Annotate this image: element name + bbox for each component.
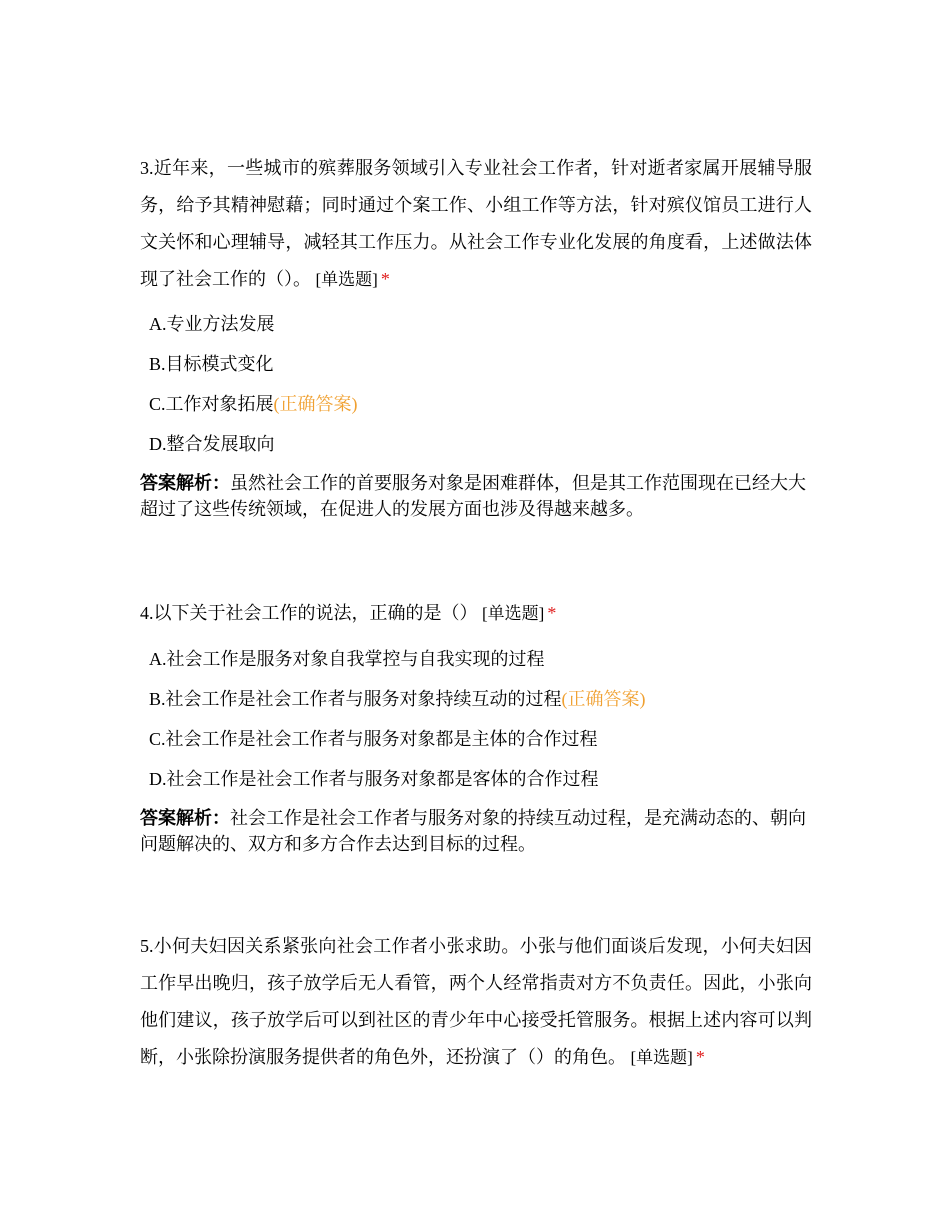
question-3 xyxy=(140,150,812,522)
question-stem xyxy=(140,598,812,629)
answer-analysis xyxy=(140,805,812,857)
option-c[interactable] xyxy=(140,384,812,424)
question-type-label: [单选题] xyxy=(315,270,378,289)
option-text: A.专业方法发展 xyxy=(149,314,275,334)
option-text: C.工作对象拓展 xyxy=(149,394,274,414)
correct-answer-tag: (正确答案) xyxy=(561,689,646,709)
analysis-text: 社会工作是社会工作者与服务对象的持续互动过程，是充满动态的、朝向问题解决的、双方和多方合作去达到目标的过程。 xyxy=(140,808,806,854)
question-stem-text: 4.以下关于社会工作的说法，正确的是（） xyxy=(140,603,478,623)
option-text: D.社会工作是社会工作者与服务对象都是客体的合作过程 xyxy=(149,769,599,789)
correct-answer-tag: (正确答案) xyxy=(273,394,358,414)
answer-analysis xyxy=(140,470,812,522)
option-d[interactable] xyxy=(140,759,812,799)
option-list xyxy=(140,304,812,464)
option-list xyxy=(140,639,812,799)
question-5 xyxy=(140,928,812,1076)
question-type-label: [单选题] xyxy=(630,1048,693,1067)
option-text: B.社会工作是社会工作者与服务对象持续互动的过程 xyxy=(149,689,562,709)
analysis-text: 虽然社会工作的首要服务对象是困难群体，但是其工作范围现在已经大大超过了这些传统领域，在促进人的发展方面也涉及得越来越多。 xyxy=(140,473,806,519)
question-stem-text: 3.近年来，一些城市的殡葬服务领域引入专业社会工作者，针对逝者家属开展辅导服务，给予其精神慰藉；同时通过个案工作、小组工作等方法，针对殡仪馆员工进行人文关怀和心理辅导，减轻其工作压力。从社会工作专业化发展的角度看，上述做法体现了社会工作的（）。 xyxy=(140,158,812,289)
required-mark: * xyxy=(380,269,390,289)
option-text: A.社会工作是服务对象自我掌控与自我实现的过程 xyxy=(149,649,545,669)
option-b[interactable] xyxy=(140,344,812,384)
option-a[interactable] xyxy=(140,639,812,679)
option-d[interactable] xyxy=(140,424,812,464)
question-type-label: [单选题] xyxy=(482,604,545,623)
option-c[interactable] xyxy=(140,719,812,759)
question-4 xyxy=(140,598,812,857)
question-stem xyxy=(140,150,812,298)
question-stem xyxy=(140,928,812,1076)
option-text: D.整合发展取向 xyxy=(149,434,275,454)
question-stem-text: 5.小何夫妇因关系紧张向社会工作者小张求助。小张与他们面谈后发现，小何夫妇因工作早出晚归，孩子放学后无人看管，两个人经常指责对方不负责任。因此，小张向他们建议，孩子放学后可以到社区的青少年中心接受托管服务。根据上述内容可以判断，小张除扮演服务提供者的角色外，还扮演了（）的角色。 xyxy=(140,936,812,1067)
option-b[interactable] xyxy=(140,679,812,719)
option-text: B.目标模式变化 xyxy=(149,354,274,374)
required-mark: * xyxy=(547,603,557,623)
option-text: C.社会工作是社会工作者与服务对象都是主体的合作过程 xyxy=(149,729,598,749)
analysis-label: 答案解析： xyxy=(140,808,230,828)
analysis-label: 答案解析： xyxy=(140,473,230,493)
required-mark: * xyxy=(695,1047,705,1067)
option-a[interactable] xyxy=(140,304,812,344)
